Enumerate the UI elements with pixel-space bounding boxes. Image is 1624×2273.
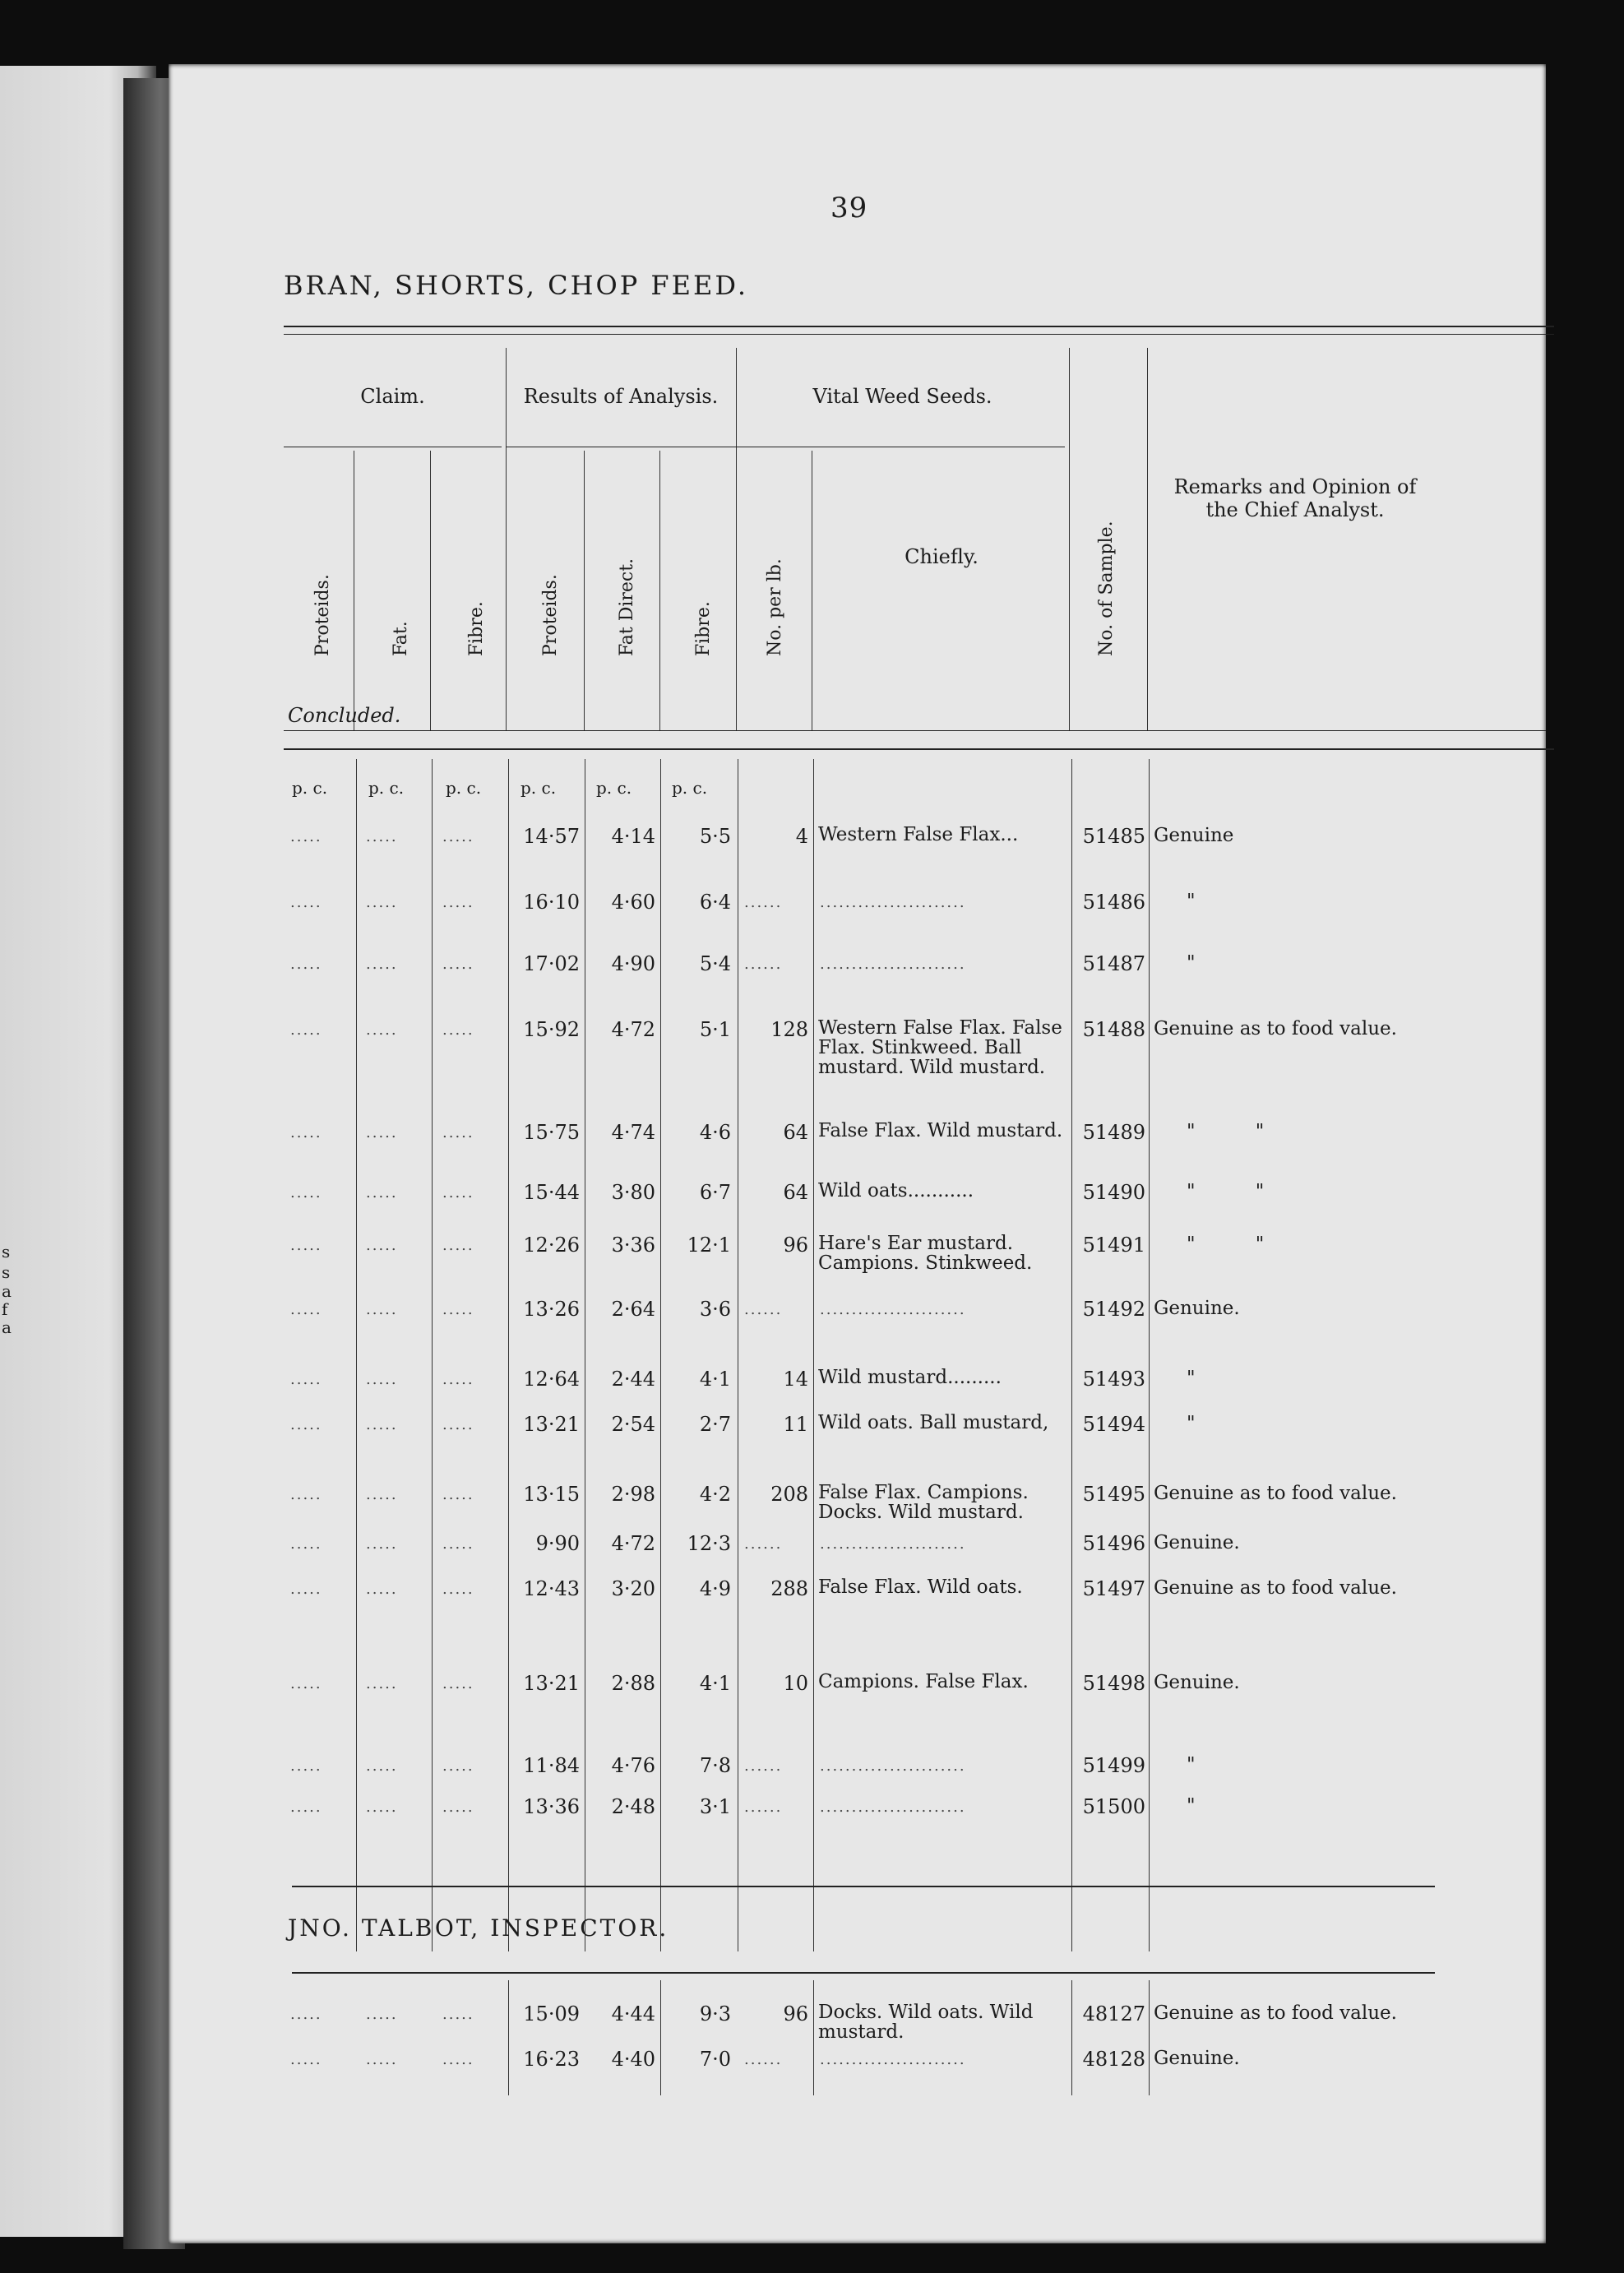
sample-number: 51485 xyxy=(1082,825,1145,848)
claim-dots: ..... xyxy=(442,1798,474,1816)
proteids-value: 16·10 xyxy=(523,891,580,914)
claim-dots: ..... xyxy=(442,1757,474,1775)
col-sep xyxy=(356,759,357,1951)
sample-number: 51498 xyxy=(1082,1672,1145,1695)
fat-value: 4·76 xyxy=(611,1754,655,1777)
fibre-value: 4·1 xyxy=(699,1672,731,1695)
claim-dots: ..... xyxy=(442,1416,474,1433)
claim-dots: ..... xyxy=(290,1581,322,1598)
seeds-per-lb-value: 208 xyxy=(770,1483,808,1506)
col-claim-fat: Fat. xyxy=(391,621,411,656)
fibre-value: 3·1 xyxy=(699,1795,731,1818)
claim-dots: ..... xyxy=(366,1581,398,1598)
claim-dots: ..... xyxy=(290,2051,322,2068)
claim-dots: ..... xyxy=(442,956,474,973)
col-result-proteids: Proteids. xyxy=(540,574,561,656)
remark: " xyxy=(1187,1795,1196,1817)
claim-dots: ..... xyxy=(442,1021,474,1039)
claim-dots: ..... xyxy=(442,1124,474,1141)
facing-page-mark: a xyxy=(2,1317,12,1337)
col-sample-no: No. of Sample. xyxy=(1096,521,1117,656)
seeds-per-lb-value: 64 xyxy=(783,1181,808,1204)
fibre-value: 7·8 xyxy=(699,1754,731,1777)
claim-dots: ..... xyxy=(366,1798,398,1816)
proteids-value: 12·26 xyxy=(523,1234,580,1257)
remark: Genuine. xyxy=(1154,1672,1240,1693)
facing-page-mark: a xyxy=(2,1281,12,1301)
seeds-dots: ...... xyxy=(744,1301,783,1318)
claim-dots: ..... xyxy=(290,1021,322,1039)
claim-dots: ..... xyxy=(442,1237,474,1254)
claim-dots: ..... xyxy=(442,1535,474,1553)
chiefly-weeds: Wild mustard......... xyxy=(818,1367,1002,1388)
proteids-value: 17·02 xyxy=(523,952,580,975)
seeds-dots: ...... xyxy=(744,894,783,911)
seeds-dots: ...... xyxy=(744,1757,783,1775)
claim-dots: ..... xyxy=(290,956,322,973)
header-results: Results of Analysis. xyxy=(523,385,719,408)
claim-dots: ..... xyxy=(442,828,474,845)
proteids-value: 14·57 xyxy=(523,825,580,848)
seeds-per-lb-value: 128 xyxy=(770,1018,808,1041)
seeds-per-lb-value: 14 xyxy=(783,1368,808,1391)
chiefly-dots: ....................... xyxy=(820,1535,966,1553)
sample-number: 51489 xyxy=(1082,1121,1145,1144)
remark: Genuine as to food value. xyxy=(1154,1483,1397,1504)
fat-value: 4·72 xyxy=(611,1532,655,1555)
claim-dots: ..... xyxy=(442,2006,474,2023)
unit-label: p. c. xyxy=(596,778,632,798)
chiefly-weeds: Campions. False Flax. xyxy=(818,1671,1029,1692)
fat-value: 2·54 xyxy=(611,1413,655,1436)
chiefly-weeds: False Flax. Campions. Docks. Wild mustard. xyxy=(818,1482,1029,1523)
remark: " " xyxy=(1187,1121,1265,1142)
claim-dots: ..... xyxy=(366,1237,398,1254)
col-sep xyxy=(1147,348,1148,730)
fibre-value: 12·3 xyxy=(687,1532,731,1555)
proteids-value: 11·84 xyxy=(523,1754,580,1777)
unit-label: p. c. xyxy=(368,778,405,798)
fat-value: 4·72 xyxy=(611,1018,655,1041)
proteids-value: 13·36 xyxy=(523,1795,580,1818)
claim-dots: ..... xyxy=(290,828,322,845)
header-weeds: Vital Weed Seeds. xyxy=(812,385,992,408)
sample-number: 51494 xyxy=(1082,1413,1145,1436)
proteids-value: 13·21 xyxy=(523,1413,580,1436)
chiefly-weeds: Western False Flax... xyxy=(818,824,1019,845)
remark: " xyxy=(1187,1368,1196,1389)
claim-dots: ..... xyxy=(290,1798,322,1816)
claim-dots: ..... xyxy=(366,1416,398,1433)
remark: " xyxy=(1187,1413,1196,1434)
seeds-per-lb-value: 4 xyxy=(795,825,808,848)
chiefly-weeds: False Flax. Wild oats. xyxy=(818,1576,1023,1598)
fibre-value: 3·6 xyxy=(699,1298,731,1321)
fat-value: 2·48 xyxy=(611,1795,655,1818)
col-sep xyxy=(813,759,814,1951)
claim-dots: ..... xyxy=(290,1757,322,1775)
fat-value: 3·36 xyxy=(611,1234,655,1257)
claim-dots: ..... xyxy=(366,894,398,911)
remark: Genuine as to food value. xyxy=(1154,2002,1397,2024)
remark: Genuine as to food value. xyxy=(1154,1577,1397,1599)
proteids-value: 15·75 xyxy=(523,1121,580,1144)
claim-dots: ..... xyxy=(290,1124,322,1141)
rule xyxy=(284,334,1554,335)
fibre-value: 5·4 xyxy=(699,952,731,975)
chiefly-dots: ....................... xyxy=(820,1757,966,1775)
claim-dots: ..... xyxy=(366,1535,398,1553)
sample-number: 51495 xyxy=(1082,1483,1145,1506)
proteids-value: 13·21 xyxy=(523,1672,580,1695)
claim-dots: ..... xyxy=(442,1371,474,1388)
claim-dots: ..... xyxy=(442,1581,474,1598)
fibre-value: 12·1 xyxy=(687,1234,731,1257)
unit-label: p. c. xyxy=(446,778,482,798)
chiefly-dots: ....................... xyxy=(820,1798,966,1816)
sample-number: 51497 xyxy=(1082,1577,1145,1600)
seeds-dots: ...... xyxy=(744,1798,783,1816)
remark: Genuine as to food value. xyxy=(1154,1018,1397,1039)
claim-dots: ..... xyxy=(366,1757,398,1775)
claim-dots: ..... xyxy=(442,2051,474,2068)
chiefly-dots: ....................... xyxy=(820,894,966,911)
claim-dots: ..... xyxy=(290,894,322,911)
col-weeds-per-lb: No. per lb. xyxy=(765,558,785,656)
fibre-value: 4·2 xyxy=(699,1483,731,1506)
claim-dots: ..... xyxy=(290,1416,322,1433)
sample-number: 51493 xyxy=(1082,1368,1145,1391)
col-sep xyxy=(1149,1980,1150,2095)
fibre-value: 4·9 xyxy=(699,1577,731,1600)
remark: Genuine xyxy=(1154,825,1234,846)
sample-number: 51486 xyxy=(1082,891,1145,914)
col-sep xyxy=(430,451,431,730)
col-sep xyxy=(432,759,433,1951)
fat-value: 2·44 xyxy=(611,1368,655,1391)
claim-dots: ..... xyxy=(366,1486,398,1503)
claim-dots: ..... xyxy=(442,1675,474,1692)
seeds-per-lb-value: 10 xyxy=(783,1672,808,1695)
claim-dots: ..... xyxy=(290,1184,322,1201)
inspector-heading: JNO. TALBOT, INSPECTOR. xyxy=(288,1914,669,1942)
col-sep xyxy=(1069,348,1070,730)
claim-dots: ..... xyxy=(366,2051,398,2068)
fibre-value: 4·1 xyxy=(699,1368,731,1391)
remark: " xyxy=(1187,891,1196,912)
claim-dots: ..... xyxy=(290,1675,322,1692)
unit-label: p. c. xyxy=(672,778,708,798)
chiefly-weeds: Wild oats. Ball mustard, xyxy=(818,1412,1049,1433)
seeds-per-lb-value: 11 xyxy=(783,1413,808,1436)
rule xyxy=(284,730,1546,731)
col-claim-proteids: Proteids. xyxy=(312,574,333,656)
col-sep xyxy=(508,759,509,1951)
col-claim-fibre: Fibre. xyxy=(466,601,487,656)
col-result-fat-direct: Fat Direct. xyxy=(617,558,637,656)
proteids-value: 15·09 xyxy=(523,2002,580,2025)
remark: " xyxy=(1187,1754,1196,1775)
chiefly-dots: ....................... xyxy=(820,956,966,973)
facing-page-marks xyxy=(0,66,16,2237)
fat-value: 4·90 xyxy=(611,952,655,975)
seeds-dots: ...... xyxy=(744,956,783,973)
sample-number: 51500 xyxy=(1082,1795,1145,1818)
unit-label: p. c. xyxy=(292,778,328,798)
chiefly-dots: ....................... xyxy=(820,1301,966,1318)
proteids-value: 12·43 xyxy=(523,1577,580,1600)
col-remarks: Remarks and Opinion of the Chief Analyst. xyxy=(1173,475,1417,521)
sample-number: 51488 xyxy=(1082,1018,1145,1041)
unit-label: p. c. xyxy=(521,778,557,798)
chiefly-weeds: Docks. Wild oats. Wild mustard. xyxy=(818,2002,1034,2043)
remark: Genuine. xyxy=(1154,1298,1240,1319)
claim-dots: ..... xyxy=(442,1486,474,1503)
col-sep xyxy=(1071,759,1072,1951)
fibre-value: 2·7 xyxy=(699,1413,731,1436)
claim-dots: ..... xyxy=(366,1371,398,1388)
seeds-dots: ...... xyxy=(744,2051,783,2068)
proteids-value: 15·44 xyxy=(523,1181,580,1204)
claim-dots: ..... xyxy=(366,1124,398,1141)
chiefly-weeds: Hare's Ear mustard. Campions. Stinkweed. xyxy=(818,1233,1033,1274)
rule xyxy=(284,748,1554,750)
seeds-per-lb-value: 64 xyxy=(783,1121,808,1144)
claim-dots: ..... xyxy=(366,828,398,845)
fibre-value: 9·3 xyxy=(699,2002,731,2025)
fibre-value: 6·4 xyxy=(699,891,731,914)
rule xyxy=(292,1886,1435,1887)
sample-number: 48128 xyxy=(1082,2048,1145,2071)
col-sep xyxy=(660,759,661,1951)
sample-number: 51496 xyxy=(1082,1532,1145,1555)
claim-dots: ..... xyxy=(442,894,474,911)
concluded-label: Concluded. xyxy=(288,704,401,727)
col-chiefly: Chiefly. xyxy=(905,545,979,568)
claim-dots: ..... xyxy=(290,2006,322,2023)
fat-value: 2·64 xyxy=(611,1298,655,1321)
claim-dots: ..... xyxy=(290,1237,322,1254)
col-sep xyxy=(659,451,660,730)
facing-page-mark: s xyxy=(2,1242,11,1261)
document-page xyxy=(169,64,1546,2243)
sample-number: 51499 xyxy=(1082,1754,1145,1777)
remark: " " xyxy=(1187,1234,1265,1255)
fat-value: 4·60 xyxy=(611,891,655,914)
seeds-per-lb-value: 288 xyxy=(770,1577,808,1600)
col-sep xyxy=(813,1980,814,2095)
proteids-value: 13·26 xyxy=(523,1298,580,1321)
seeds-per-lb-value: 96 xyxy=(783,2002,808,2025)
fibre-value: 4·6 xyxy=(699,1121,731,1144)
remark: " xyxy=(1187,952,1196,974)
sample-number: 51487 xyxy=(1082,952,1145,975)
claim-dots: ..... xyxy=(366,2006,398,2023)
sample-number: 51491 xyxy=(1082,1234,1145,1257)
page-title: BRAN, SHORTS, CHOP FEED. xyxy=(284,270,749,301)
fat-value: 2·98 xyxy=(611,1483,655,1506)
claim-dots: ..... xyxy=(366,1675,398,1692)
sample-number: 51492 xyxy=(1082,1298,1145,1321)
rule xyxy=(284,326,1554,327)
proteids-value: 12·64 xyxy=(523,1368,580,1391)
chiefly-weeds: Wild oats........... xyxy=(818,1180,974,1201)
claim-dots: ..... xyxy=(442,1184,474,1201)
facing-page-mark: s xyxy=(2,1262,11,1282)
col-result-fibre: Fibre. xyxy=(693,601,714,656)
chiefly-dots: ....................... xyxy=(820,2051,966,2068)
fat-value: 4·14 xyxy=(611,825,655,848)
proteids-value: 9·90 xyxy=(535,1532,580,1555)
claim-dots: ..... xyxy=(366,1301,398,1318)
col-sep xyxy=(508,1980,509,2095)
sample-number: 51490 xyxy=(1082,1181,1145,1204)
claim-dots: ..... xyxy=(366,1184,398,1201)
proteids-value: 15·92 xyxy=(523,1018,580,1041)
claim-dots: ..... xyxy=(290,1371,322,1388)
claim-dots: ..... xyxy=(442,1301,474,1318)
claim-dots: ..... xyxy=(290,1301,322,1318)
fibre-value: 6·7 xyxy=(699,1181,731,1204)
remark: Genuine. xyxy=(1154,1532,1240,1553)
fat-value: 4·40 xyxy=(611,2048,655,2071)
remark: Genuine. xyxy=(1154,2048,1240,2069)
remark: " " xyxy=(1187,1181,1265,1202)
claim-dots: ..... xyxy=(366,1021,398,1039)
fat-value: 4·74 xyxy=(611,1121,655,1144)
fat-value: 4·44 xyxy=(611,2002,655,2025)
fat-value: 3·20 xyxy=(611,1577,655,1600)
chiefly-weeds: False Flax. Wild mustard. xyxy=(818,1120,1063,1141)
proteids-value: 16·23 xyxy=(523,2048,580,2071)
fibre-value: 5·1 xyxy=(699,1018,731,1041)
claim-dots: ..... xyxy=(366,956,398,973)
col-sep xyxy=(660,1980,661,2095)
rule xyxy=(292,1972,1435,1974)
claim-dots: ..... xyxy=(290,1486,322,1503)
fat-value: 3·80 xyxy=(611,1181,655,1204)
seeds-per-lb-value: 96 xyxy=(783,1234,808,1257)
page-number: 39 xyxy=(831,192,868,225)
chiefly-weeds: Western False Flax. False Flax. Stinkweed. Ball mustard. Wild mustard. xyxy=(818,1017,1062,1078)
seeds-dots: ...... xyxy=(744,1535,783,1553)
fat-value: 2·88 xyxy=(611,1672,655,1695)
header-claim: Claim. xyxy=(360,385,425,408)
claim-dots: ..... xyxy=(290,1535,322,1553)
col-sep xyxy=(1149,759,1150,1951)
proteids-value: 13·15 xyxy=(523,1483,580,1506)
sample-number: 48127 xyxy=(1082,2002,1145,2025)
fibre-value: 7·0 xyxy=(699,2048,731,2071)
facing-page-mark: f xyxy=(2,1299,8,1319)
fibre-value: 5·5 xyxy=(699,825,731,848)
col-sep xyxy=(584,451,585,730)
